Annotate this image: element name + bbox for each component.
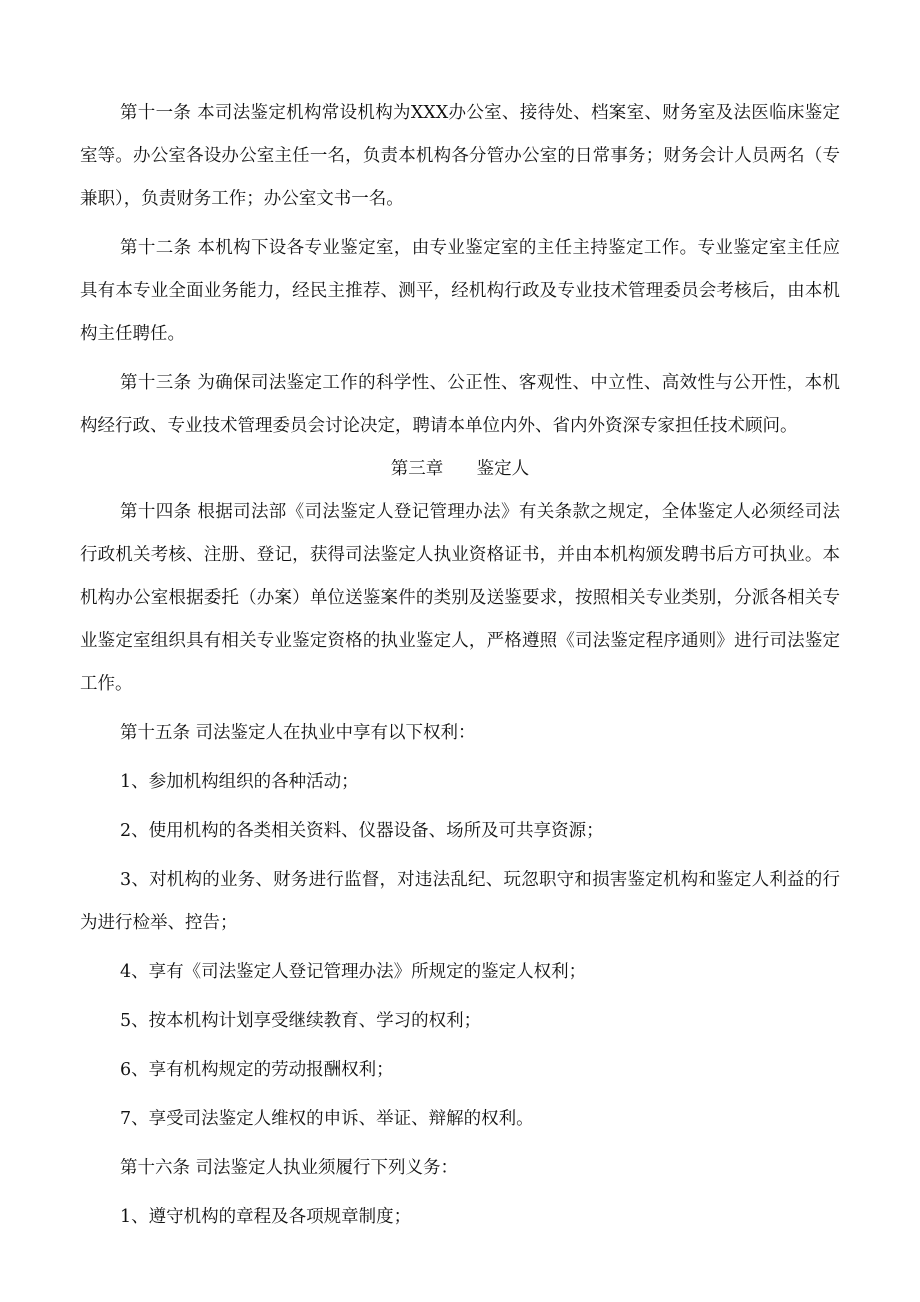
article-14: 第十四条 根据司法部《司法鉴定人登记管理办法》有关条款之规定，全体鉴定人必须经司法行政机关考核、注册、登记，获得司法鉴定人执业资格证书，并由本机构颁发聘书后方可执业。本机构办公室根据委托（办案）单位送鉴案件的类别及送鉴要求，按照相关专业类别，分派各相关专业鉴定室组织具有相关专业鉴定资格的执业鉴定人，严格遵照《司法鉴定程序通则》进行司法鉴定工作。 <box>80 502 840 694</box>
article-15-item-3: 3、对机构的业务、财务进行监督，对违法乱纪、玩忽职守和损害鉴定机构和鉴定人利益的行为进行检举、控告； <box>80 870 840 933</box>
article-15-item-5: 5、按本机构计划享受继续教育、学习的权利； <box>120 1011 482 1031</box>
article-15-item-6: 6、享有机构规定的劳动报酬权利； <box>120 1060 394 1080</box>
article-15: 第十五条 司法鉴定人在执业中享有以下权利： <box>120 723 476 743</box>
article-16-item-1: 1、遵守机构的章程及各项规章制度； <box>120 1207 412 1227</box>
article-13: 第十三条 为确保司法鉴定工作的科学性、公正性、客观性、中立性、高效性与公开性，本机构经行政、专业技术管理委员会讨论决定，聘请本单位内外、省内外资深专家担任技术顾问。 <box>80 373 840 436</box>
article-11: 第十一条 本司法鉴定机构常设机构为XXX办公室、接待处、档案室、财务室及法医临床鉴定室等。办公室各设办公室主任一名，负责本机构各分管办公室的日常事务；财务会计人员两名（专兼职），负责财务工作；办公室文书一名。 <box>80 103 840 209</box>
article-15-item-2: 2、使用机构的各类相关资料、仪器设备、场所及可共享资源； <box>120 821 604 841</box>
article-15-item-4: 4、享有《司法鉴定人登记管理办法》所规定的鉴定人权利； <box>120 962 587 982</box>
article-12: 第十二条 本机构下设各专业鉴定室，由专业鉴定室的主任主持鉴定工作。专业鉴定室主任应具有本专业全面业务能力，经民主推荐、测平，经机构行政及专业技术管理委员会考核后，由本机构主任聘任。 <box>80 238 840 344</box>
article-15-item-7: 7、享受司法鉴定人维权的申诉、举证、辩解的权利。 <box>120 1109 534 1129</box>
article-16: 第十六条 司法鉴定人执业须履行下列义务： <box>120 1158 459 1178</box>
article-15-item-1: 1、参加机构组织的各种活动； <box>120 772 359 792</box>
chapter-3-heading: 第三章 鉴定人 <box>390 459 530 479</box>
